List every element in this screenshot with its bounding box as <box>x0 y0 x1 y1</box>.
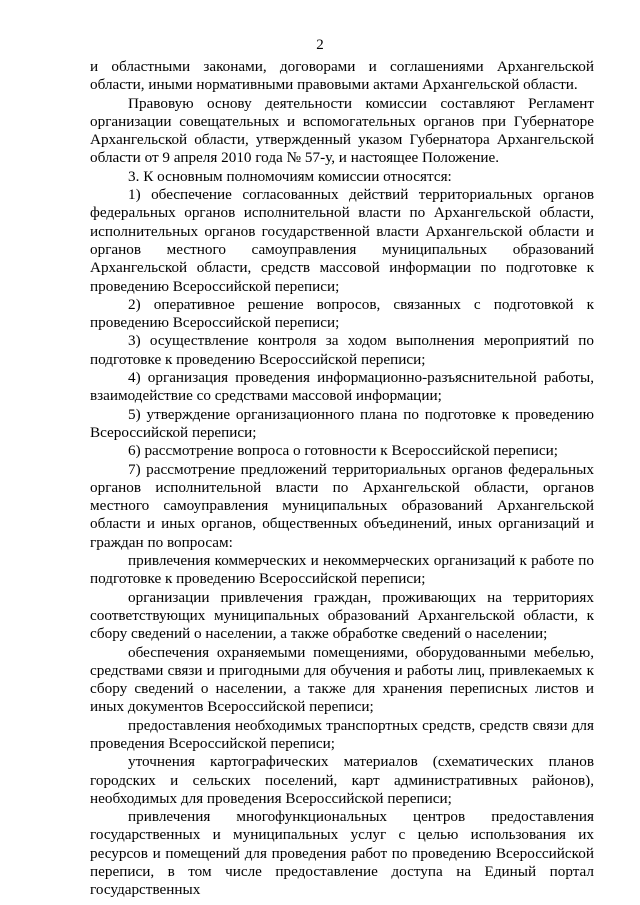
paragraph: 5) утверждение организационного плана по подготовке к проведению Всероссийской переписи; <box>90 405 594 441</box>
paragraph: 3) осуществление контроля за ходом выполнения мероприятий по подготовке к проведению Всероссийской переписи; <box>90 332 594 368</box>
paragraph: 7) рассмотрение предложений территориальных органов федеральных органов исполнительной власти по Архангельской области, органов местного самоуправления муниципальных образований Архангельской области и иных органов, общественных объединений, иных организаций и граждан по вопросам: <box>90 460 594 551</box>
paragraph: 6) рассмотрение вопроса о готовности к Всероссийской переписи; <box>128 442 558 460</box>
paragraph: организации привлечения граждан, проживающих на территориях соответствующих муниципальных образований Архангельской области, к сбору сведений о населении, а также обработке сведений о населении; <box>90 588 594 643</box>
paragraph: 4) организация проведения информационно-разъяснительной работы, взаимодействие со средствами массовой информации; <box>90 369 594 405</box>
paragraph: привлечения многофункциональных центров предоставления государственных и муниципальных услуг с целью использования их ресурсов и помещений для проведения работ по проведению Всероссийской переписи, в том числе предоставление доступа на Единый портал государственных <box>90 808 594 899</box>
paragraph: привлечения коммерческих и некоммерческих организаций к работе по подготовке к проведению Всероссийской переписи; <box>90 552 594 588</box>
document-body <box>90 58 594 900</box>
page-number: 2 <box>316 37 324 53</box>
paragraph: Правовую основу деятельности комиссии составляют Регламент организации совещательных и вспомогательных органов при Губернаторе Архангельской области, утвержденный указом Губернатора Архангельской области от 9 апреля 2010 года № 57-у, и настоящее Положение. <box>90 94 594 167</box>
paragraph: предоставления необходимых транспортных средств, средств связи для проведения Всероссийской переписи; <box>90 716 594 752</box>
paragraph: уточнения картографических материалов (схематических планов городских и сельских поселений, карт административных районов), необходимых для проведения Всероссийской переписи; <box>90 753 594 807</box>
paragraph: и областными законами, договорами и соглашениями Архангельской области, иными нормативными правовыми актами Архангельской области. <box>90 58 594 94</box>
paragraph: обеспечения охраняемыми помещениями, оборудованными мебелью, средствами связи и пригодными для обучения и работы лиц, привлекаемых к сбору сведений о населении, а также для хранения переписных листов и иных документов Всероссийской переписи; <box>90 643 594 716</box>
paragraph: 1) обеспечение согласованных действий территориальных органов федеральных органов исполнительной власти по Архангельской области, исполнительных органов государственной власти Архангельской области и органов местного самоуправления муниципальных образований Архангельской области, средств массовой информации по подготовке к проведению Всероссийской переписи; <box>90 186 594 295</box>
paragraph: 3. К основным полномочиям комиссии относятся: <box>128 167 452 185</box>
paragraph: 2) оперативное решение вопросов, связанных с подготовкой к проведению Всероссийской переписи; <box>90 295 594 332</box>
